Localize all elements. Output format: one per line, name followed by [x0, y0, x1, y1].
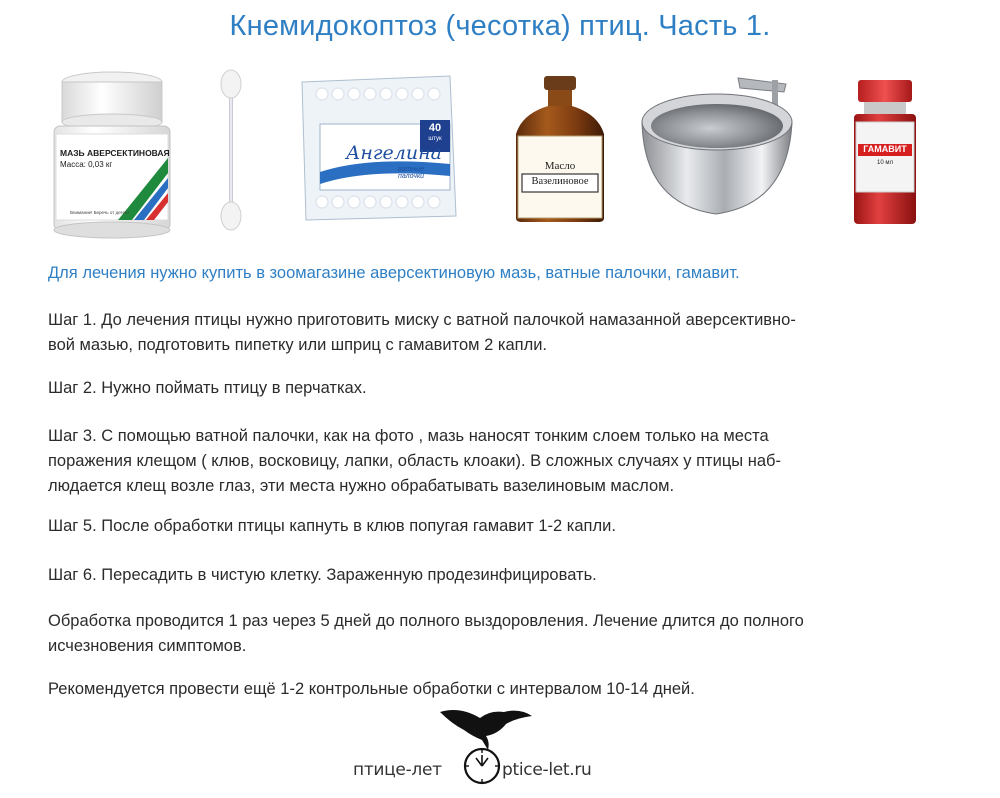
oil-label-top: Масло	[544, 160, 576, 172]
gamavit-label: ГАМАВИТ	[863, 144, 907, 154]
cotton-box-count: 40	[428, 122, 442, 134]
cotton-box-desc: ватные палочки	[398, 166, 425, 180]
treatment-note	[48, 609, 968, 659]
steel-bowl	[636, 74, 806, 230]
step-1-line-1: Шаг 1. До лечения птицы нужно приготовить миску с ватной палочкой намазанной аверсективно-	[48, 311, 796, 329]
treatment-note-line-1: Обработка проводится 1 раз через 5 дней до полного выздоровления. Лечение длится до полного	[48, 612, 804, 630]
step-3	[48, 424, 968, 499]
step-6-line-1: Шаг 6. Пересадить в чистую клетку. Зараженную продезинфицировать.	[48, 566, 597, 584]
cotton-box-brand: Ангелина	[346, 142, 442, 164]
step-5-line-1: Шаг 5. После обработки птицы капнуть в клюв попугая гамавит 1-2 капли.	[48, 517, 616, 535]
ointment-warning: Внимание! Беречь от детей!	[70, 210, 129, 215]
cotton-swab-box	[298, 72, 458, 222]
step-3-line-3: людается клещ возле глаз, эти места нужно обрабатывать вазелиновым маслом.	[48, 477, 675, 495]
site-logo	[340, 700, 640, 798]
step-3-line-1: Шаг 3. С помощью ватной палочки, как на фото , мазь наносят тонким слоем только на места	[48, 427, 769, 445]
cotton-swab	[214, 70, 248, 230]
products-row	[0, 60, 1000, 250]
aversectin-ointment-jar	[48, 68, 176, 240]
step-1-line-2: вой мазью, подготовить пипетку или шприц с гамавитом 2 капли.	[48, 336, 547, 354]
bird-clock-icon	[340, 700, 640, 798]
cotton-box-count-unit: штук	[428, 136, 442, 142]
intro-text: Для лечения нужно купить в зоомагазине аверсектиновую мазь, ватные палочки, гамавит.	[48, 264, 740, 282]
vaseline-oil-bottle	[508, 74, 612, 224]
logo-text-ru: птице-лет	[353, 760, 442, 780]
step-3-line-2: поражения клещом ( клюв, восковицу, лапки, область клоаки). В сложных случаях у птицы наб-	[48, 452, 781, 470]
treatment-note-line-2: исчезновения симптомов.	[48, 637, 247, 655]
step-5	[48, 514, 968, 539]
logo-text-url: ptice-let.ru	[502, 760, 592, 780]
recommendation-line-1: Рекомендуется провести ещё 1-2 контрольные обработки с интервалом 10-14 дней.	[48, 680, 695, 698]
oil-label-main: Вазелиновое	[531, 176, 589, 187]
step-2-line-1: Шаг 2. Нужно поймать птицу в перчатках.	[48, 379, 367, 397]
ointment-label: МАЗЬ АВЕРСЕКТИНОВАЯ	[60, 148, 170, 158]
page-title: Кнемидокоптоз (чесотка) птиц. Часть 1.	[229, 10, 771, 42]
gamavit-vial	[850, 78, 920, 228]
ointment-mass: Масса: 0,03 кг	[60, 160, 113, 169]
step-1	[48, 308, 968, 358]
step-2	[48, 376, 968, 401]
gamavit-volume: 10 мл	[877, 160, 893, 166]
step-6	[48, 563, 968, 588]
recommendation	[48, 677, 968, 702]
